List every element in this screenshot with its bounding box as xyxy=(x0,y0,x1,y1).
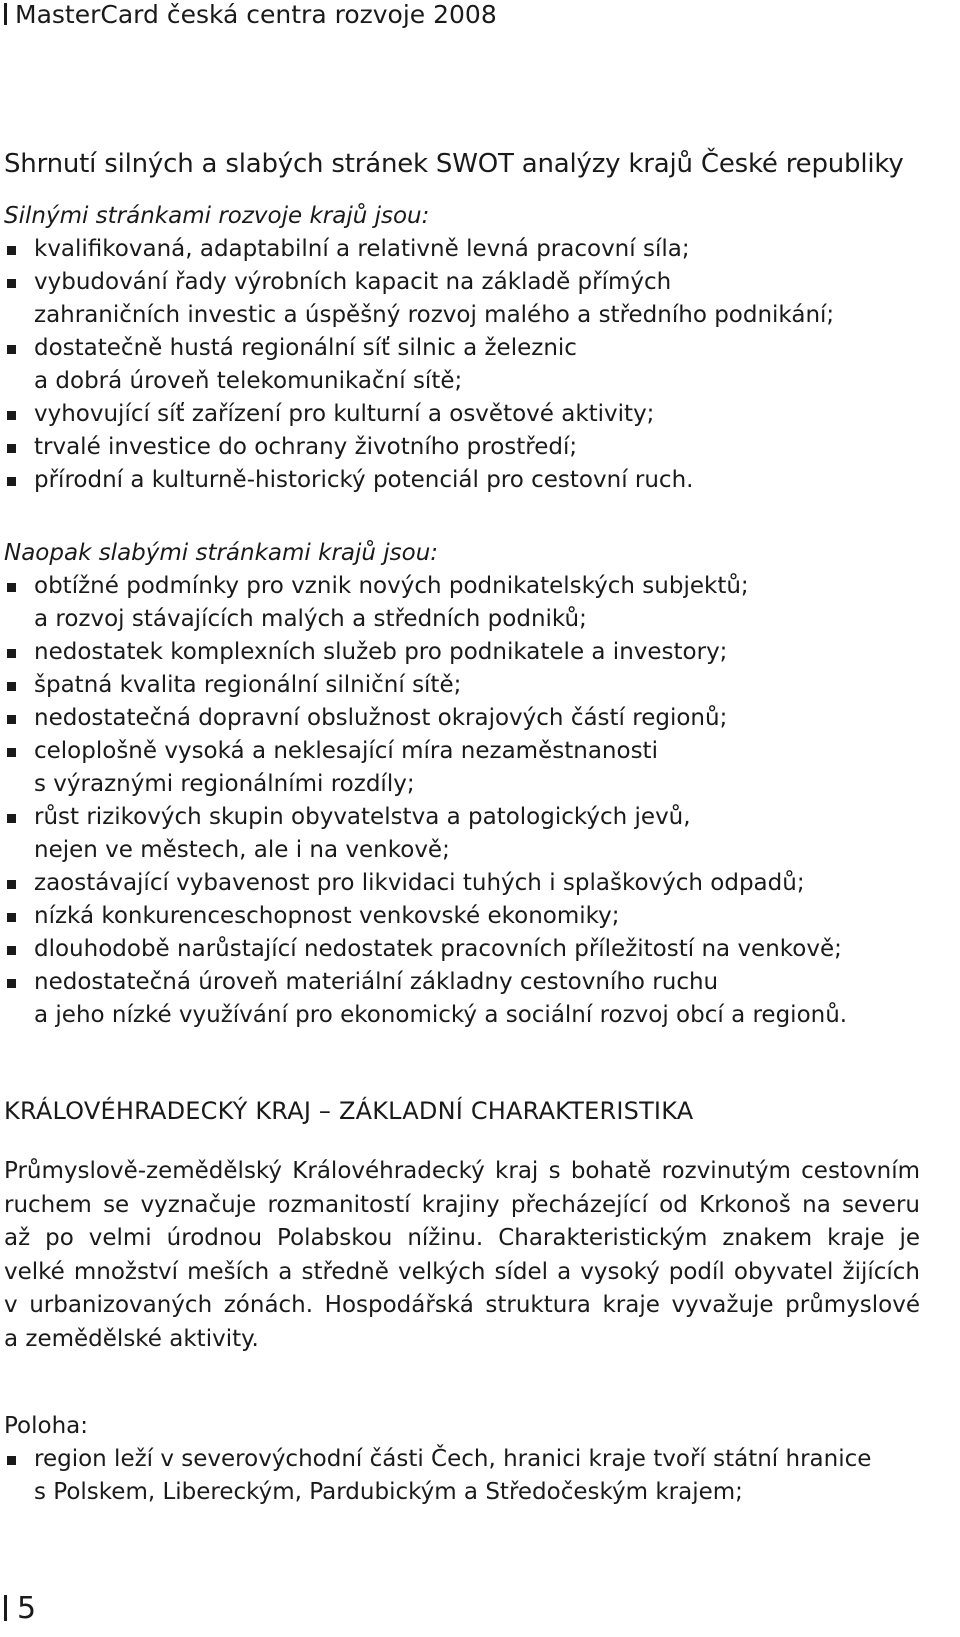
bullet-square-icon xyxy=(7,477,16,486)
bullet-square-icon xyxy=(7,444,16,453)
poloha-section xyxy=(4,1410,871,1509)
list-item-line: s výraznými regionálními rozdíly; xyxy=(34,771,415,797)
bullet-square-icon xyxy=(7,979,16,988)
bullet-square-icon xyxy=(7,913,16,922)
poloha-heading: Poloha: xyxy=(4,1413,89,1439)
list-item xyxy=(4,464,956,497)
list-item-line: kvalifikovaná, adaptabilní a relativně levná pracovní síla; xyxy=(34,236,690,262)
list-item xyxy=(4,900,956,933)
bullet-square-icon xyxy=(7,411,16,420)
list-item xyxy=(4,801,956,867)
list-item-line: vyhovující síť zařízení pro kulturní a osvětové aktivity; xyxy=(34,401,655,427)
list-item-line: dostatečně hustá regionální síť silnic a železnic xyxy=(34,335,577,361)
kraj-paragraph xyxy=(4,1155,920,1356)
paragraph-line: až po velmi úrodnou Polabskou nížinu. Charakteristickým znakem kraje je xyxy=(4,1225,920,1251)
poloha-list xyxy=(4,1443,871,1509)
list-item-line: vybudování řady výrobních kapacit na základě přímých xyxy=(34,269,672,295)
list-item-line: nedostatečná dopravní obslužnost okrajových částí regionů; xyxy=(34,705,728,731)
list-item xyxy=(4,669,956,702)
list-item xyxy=(4,735,956,801)
weaknesses-list xyxy=(4,570,956,1032)
strengths-lead: Silnými stránkami rozvoje krajů jsou: xyxy=(4,203,430,229)
weaknesses-lead: Naopak slabými stránkami krajů jsou: xyxy=(4,540,439,566)
header-brand: MasterCard xyxy=(15,0,159,29)
list-item-line: zahraničních investic a úspěšný rozvoj malého a středního podnikání; xyxy=(34,302,835,328)
list-item-line: celoplošně vysoká a neklesající míra nezaměstnanosti xyxy=(34,738,658,764)
list-item xyxy=(4,636,956,669)
list-item xyxy=(4,233,956,266)
paragraph-line: v urbanizovaných zónách. Hospodářská struktura kraje vyvažuje průmyslové xyxy=(4,1292,920,1318)
bullet-square-icon xyxy=(7,748,16,757)
strengths-section xyxy=(4,200,956,497)
list-item xyxy=(4,570,956,636)
bullet-square-icon xyxy=(7,649,16,658)
list-item-line: nejen ve městech, ale i na venkově; xyxy=(34,837,450,863)
list-item xyxy=(4,702,956,735)
strengths-list xyxy=(4,233,956,497)
list-item xyxy=(4,867,956,900)
list-item-line: přírodní a kulturně-historický potenciál pro cestovní ruch. xyxy=(34,467,694,493)
weaknesses-section xyxy=(4,537,956,1032)
kraj-heading: KRÁLOVÉHRADECKÝ KRAJ – ZÁKLADNÍ CHARAKTERISTIKA xyxy=(4,1097,694,1125)
list-item-line: nedostatek komplexních služeb pro podnikatele a investory; xyxy=(34,639,728,665)
bullet-square-icon xyxy=(7,345,16,354)
list-item-line: dlouhodobě narůstající nedostatek pracovních příležitostí na venkově; xyxy=(34,936,842,962)
bullet-square-icon xyxy=(7,682,16,691)
section-title: Shrnutí silných a slabých stránek SWOT analýzy krajů České republiky xyxy=(4,149,904,179)
list-item-line: s Polskem, Libereckým, Pardubickým a Středočeským krajem; xyxy=(34,1479,743,1505)
list-item-line: a rozvoj stávajících malých a středních podniků; xyxy=(34,606,587,632)
bullet-square-icon xyxy=(7,880,16,889)
list-item-line: region leží v severovýchodní části Čech, hranici kraje tvoří státní hranice xyxy=(34,1446,872,1472)
list-item-line: obtížné podmínky pro vznik nových podnikatelských subjektů; xyxy=(34,573,749,599)
list-item xyxy=(4,332,956,398)
list-item-line: růst rizikových skupin obyvatelstva a patologických jevů, xyxy=(34,804,691,830)
bullet-square-icon xyxy=(7,946,16,955)
bullet-square-icon xyxy=(7,279,16,288)
list-item-line: špatná kvalita regionální silniční sítě; xyxy=(34,672,462,698)
list-item-line: trvalé investice do ochrany životního prostředí; xyxy=(34,434,578,460)
list-item-line: nedostatečná úroveň materiální základny cestovního ruchu xyxy=(34,969,719,995)
bullet-square-icon xyxy=(7,715,16,724)
paragraph-line: Průmyslově-zemědělský Královéhradecký kraj s bohatě rozvinutým cestovním xyxy=(4,1158,920,1184)
list-item xyxy=(4,933,956,966)
header-subtitle: česká centra rozvoje 2008 xyxy=(166,0,497,29)
list-item xyxy=(4,966,956,1032)
list-item-line: zaostávající vybavenost pro likvidaci tuhých i splaškových odpadů; xyxy=(34,870,805,896)
running-header xyxy=(4,0,497,30)
paragraph-line: ruchem se vyznačuje rozmanitostí krajiny přecházející od Krkonoš na severu xyxy=(4,1191,920,1218)
bullet-square-icon xyxy=(7,583,16,592)
list-item-line: a jeho nízké využívání pro ekonomický a sociální rozvoj obcí a regionů. xyxy=(34,1002,848,1028)
footer-bar-mark xyxy=(4,1595,7,1621)
paragraph-line: a zemědělské aktivity. xyxy=(4,1325,259,1352)
page-number: 5 xyxy=(17,1591,37,1626)
bullet-square-icon xyxy=(7,814,16,823)
list-item-line: a dobrá úroveň telekomunikační sítě; xyxy=(34,368,463,394)
list-item xyxy=(4,398,956,431)
header-bar-mark xyxy=(4,3,7,25)
list-item xyxy=(4,266,956,332)
paragraph-line: velké množství meších a středně velkých sídel a vysoký podíl obyvatel žijících xyxy=(4,1258,920,1285)
bullet-square-icon xyxy=(7,246,16,255)
list-item-line: nízká konkurenceschopnost venkovské ekonomiky; xyxy=(34,903,620,929)
list-item xyxy=(4,1443,871,1509)
list-item xyxy=(4,431,956,464)
bullet-square-icon xyxy=(7,1456,16,1465)
page-footer xyxy=(4,1592,36,1626)
